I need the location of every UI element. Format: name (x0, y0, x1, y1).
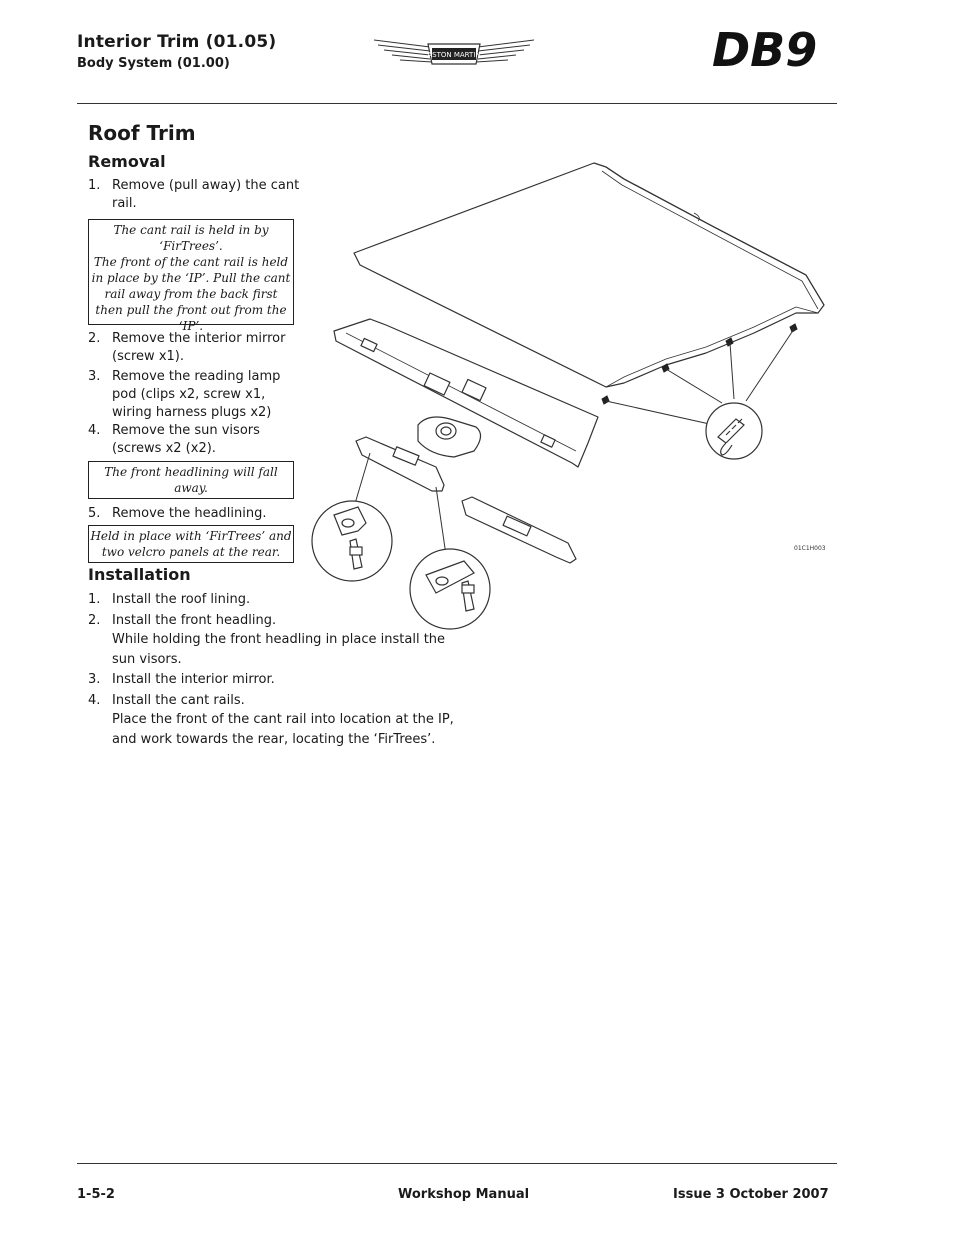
installation-heading: Installation (88, 565, 191, 584)
section-subtitle: Body System (01.00) (77, 56, 230, 71)
db9-badge (712, 22, 840, 76)
installation-step-1: 1. Install the roof lining. (88, 592, 251, 607)
note-headlining-held: Held in place with ‘FirTrees’ and two velcro panels at the rear. (88, 525, 294, 563)
installation-detail-headling: While holding the front headling in place install the sun visors. (112, 632, 446, 667)
removal-step-1: 1. Remove (pull away) the cant rail. (88, 178, 300, 211)
removal-step-4: 4. Remove the sun visors (screws x2 (x2). (88, 423, 260, 456)
firtree-clip (602, 396, 609, 404)
removal-step-3: 3. Remove the reading lamp pod (clips x2, screw x1, wiring harness plugs x2) (88, 369, 281, 420)
footer-issue: Issue 3 October 2007 (673, 1187, 829, 1202)
bracket-detail-left (312, 501, 392, 581)
footer-divider (77, 1163, 837, 1164)
installation-step-2: 2. Install the front headling. (88, 613, 277, 628)
figure-reference: 01C1H003 (794, 545, 826, 552)
bracket-detail-right (410, 549, 490, 629)
aston-martin-wings-logo (372, 34, 536, 74)
screw-detail (706, 403, 762, 459)
footer-manual: Workshop Manual (398, 1187, 530, 1202)
header-divider (77, 103, 837, 104)
page-number: 1-5-2 (77, 1187, 115, 1202)
installation-detail-cant-rails: Place the front of the cant rail into location at the IP, and work towards the rear, locating the ‘FirTrees’. (112, 712, 454, 747)
svg-text:ASTON MARTIN: ASTON MARTIN (427, 51, 481, 59)
note-cant-rail: The cant rail is held in by ‘FirTrees’. The front of the cant rail is held in place by the ‘IP’. Pull the cant rail away from the back first then pull the front out from the ‘IP’. (88, 219, 294, 325)
page-title: Roof Trim (88, 121, 196, 145)
note-headlining-fall: The front headlining will fall away. (88, 461, 294, 499)
firtree-clip (790, 324, 797, 332)
section-title: Interior Trim (01.05) (77, 32, 277, 52)
svg-text:DB9: DB9 (712, 23, 818, 76)
roof-trim-exploded-diagram (306, 155, 836, 633)
installation-step-3: 3. Install the interior mirror. (88, 672, 275, 687)
removal-heading: Removal (88, 152, 166, 171)
removal-step-2: 2. Remove the interior mirror (screw x1). (88, 331, 286, 364)
installation-step-4: 4. Install the cant rails. (88, 693, 245, 708)
removal-step-5: 5. Remove the headlining. (88, 506, 267, 521)
